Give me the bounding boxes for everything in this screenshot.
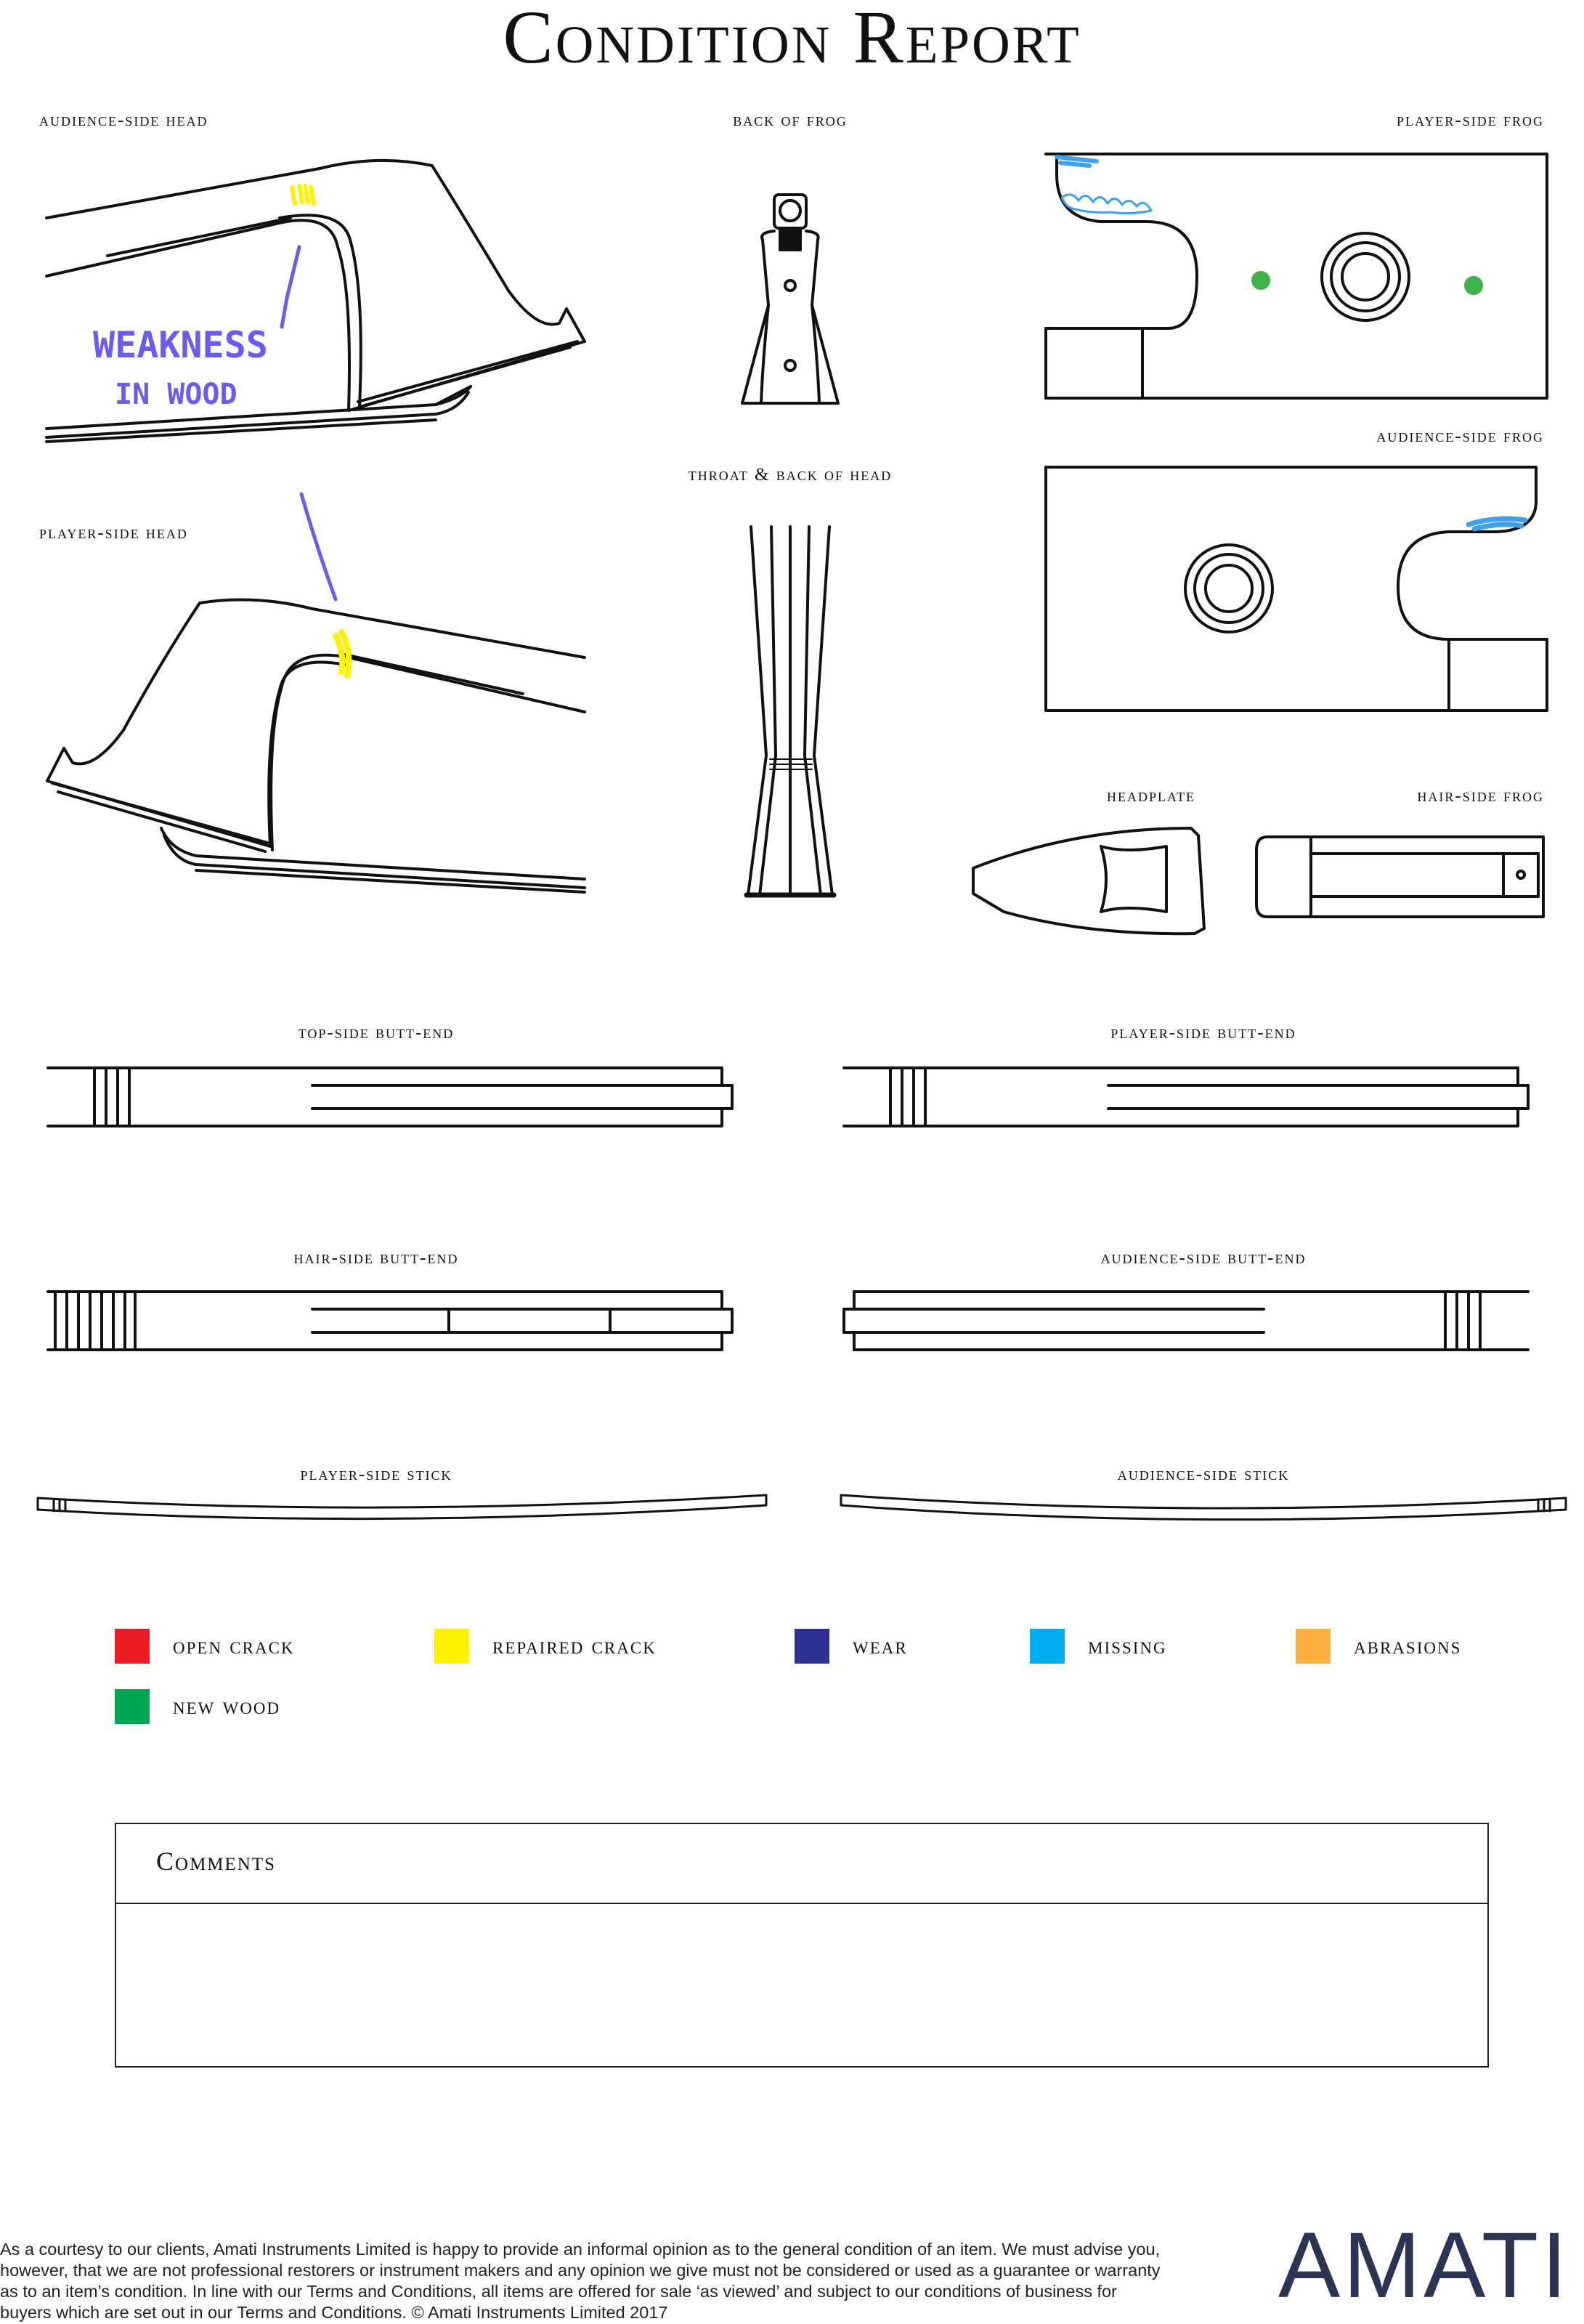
repaired-crack-mark-player-head <box>336 632 349 676</box>
label-throat-back-of-head: throat & back of head <box>688 465 893 485</box>
legend-item <box>795 1629 908 1664</box>
new-wood-mark-1 <box>1251 271 1270 290</box>
label-player-side-stick: player-side stick <box>300 1465 452 1484</box>
legend-item <box>115 1629 295 1664</box>
label-top-side-butt-end: top-side butt-end <box>298 1023 455 1042</box>
legend-label: abrasions <box>1354 1632 1462 1659</box>
label-back-of-frog: back of frog <box>733 110 848 130</box>
page-title: Condition Report <box>503 0 1081 79</box>
repaired-crack-mark-audience-head <box>292 186 314 203</box>
diagram-player-side-butt-end <box>844 1068 1528 1126</box>
label-player-side-head: player-side head <box>39 523 188 543</box>
label-audience-side-frog: audience-side frog <box>1376 426 1544 446</box>
legend-label: repaired crack <box>492 1632 657 1659</box>
legend-swatch <box>1030 1629 1065 1664</box>
diagram-hair-side-butt-end <box>48 1292 732 1350</box>
label-player-side-butt-end: player-side butt-end <box>1110 1023 1296 1042</box>
diagram-headplate <box>973 828 1204 934</box>
diagram-audience-side-frog <box>1046 467 1547 710</box>
diagram-throat-back-of-head <box>747 527 834 895</box>
legend-label: wear <box>853 1632 908 1659</box>
label-hair-side-butt-end: hair-side butt-end <box>293 1248 459 1268</box>
comments-field[interactable] <box>116 1904 1487 2065</box>
legend-item <box>434 1629 657 1664</box>
legend-item <box>1030 1629 1167 1664</box>
missing-mark-player-frog-scribble <box>1062 195 1151 214</box>
handwritten-note-line-2: IN WOOD <box>115 378 237 411</box>
missing-mark-player-frog-top <box>1057 157 1097 166</box>
label-audience-side-butt-end: audience-side butt-end <box>1100 1248 1307 1268</box>
label-hair-side-frog: hair-side frog <box>1417 786 1544 806</box>
comments-title: Comments <box>156 1847 277 1876</box>
legend-swatch <box>1296 1629 1331 1664</box>
legend-item <box>115 1689 280 1724</box>
wear-pointer-player-head <box>301 494 336 599</box>
legend-swatch <box>115 1689 150 1724</box>
legend-item <box>1296 1629 1461 1664</box>
legend-label: open crack <box>173 1632 295 1659</box>
diagram-player-side-stick <box>38 1495 766 1519</box>
disclaimer-text: As a courtesy to our clients, Amati Instruments Limited is happy to provide an informal opinion as to the general condition of an item. We must advise you, however, that we are not professional restorers or instrument makers and any opinion we give must not be considered or used as a guarantee or warranty as to an item’s condition. In line with our Terms and Conditions, all items are offered for sale ‘as viewed’ and subject to our conditions of business for buyers which are set out in our Terms and Conditions. © Amati Instruments Limited 2017 <box>0 2240 1161 2322</box>
diagram-audience-side-stick <box>841 1495 1566 1520</box>
handwritten-note <box>93 324 268 411</box>
label-audience-side-head: audience-side head <box>39 110 208 130</box>
brand-logo: AMATI <box>1278 2214 1570 2317</box>
missing-mark-audience-frog <box>1469 519 1525 529</box>
handwritten-note-line-1: WEAKNESS <box>93 324 268 366</box>
comments-header <box>116 1824 1487 1904</box>
legend-label: new wood <box>173 1693 281 1720</box>
legend-label: missing <box>1088 1632 1167 1659</box>
label-player-side-frog: player-side frog <box>1397 110 1544 130</box>
new-wood-mark-2 <box>1464 276 1483 295</box>
wear-pointer-audience-head <box>282 247 299 327</box>
diagram-audience-side-butt-end <box>844 1292 1528 1350</box>
legend-swatch <box>434 1629 469 1664</box>
label-audience-side-stick: audience-side stick <box>1117 1465 1290 1484</box>
diagram-hair-side-frog <box>1256 837 1543 917</box>
annotation-markings <box>282 157 1525 676</box>
label-headplate: headplate <box>1107 786 1195 806</box>
diagram-player-side-frog <box>1046 154 1547 398</box>
comments-box <box>115 1823 1489 2068</box>
legend-swatch <box>795 1629 829 1664</box>
diagram-player-side-head <box>47 600 585 893</box>
legend-swatch <box>115 1629 150 1664</box>
diagram-top-side-butt-end <box>48 1068 732 1126</box>
diagram-back-of-frog <box>742 195 838 403</box>
